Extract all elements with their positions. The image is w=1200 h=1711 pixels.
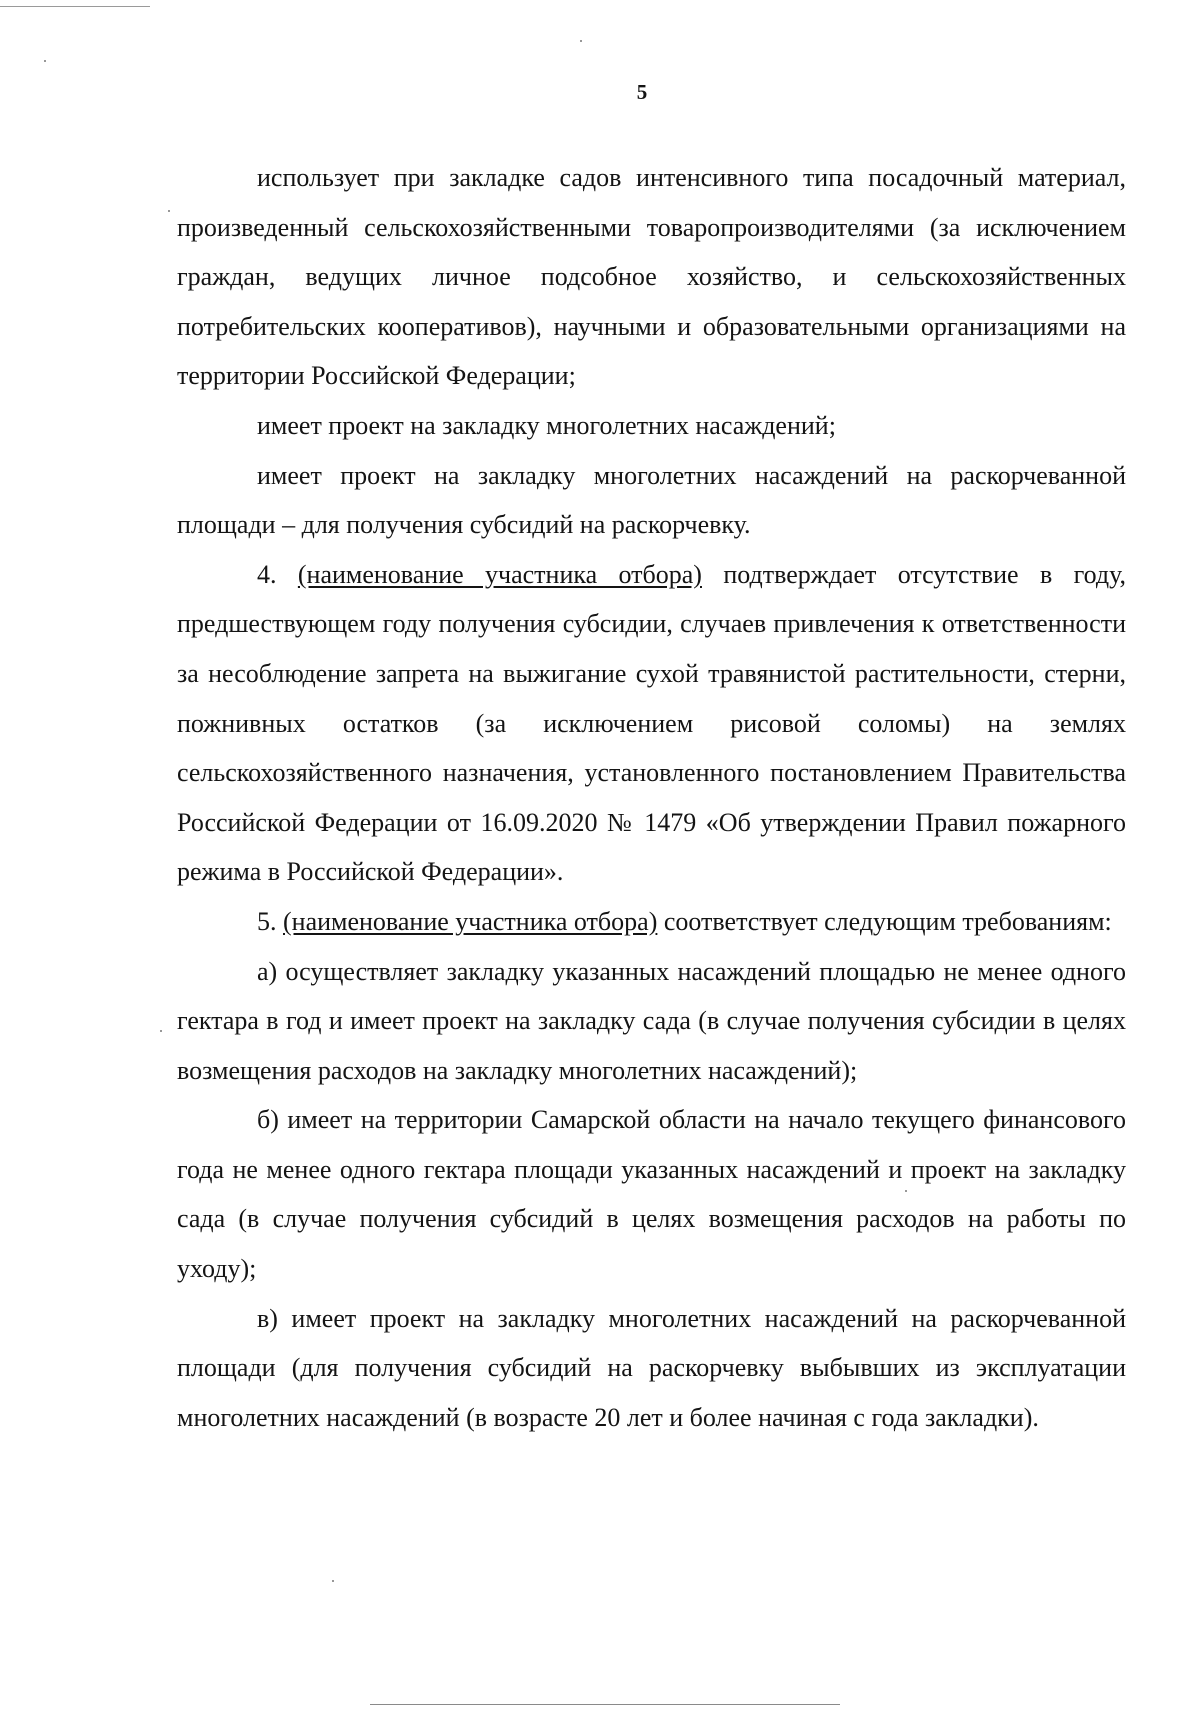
paragraph [177,451,1126,550]
scan-speck [160,1030,162,1032]
paragraph-lead: 5. [257,906,283,936]
paragraph-text: в) имеет проект на закладку многолетних насаждений на раскорчеванной площади (для получения субсидий на раскорчевку выбывших из эксплуатации многолетних насаждений (в возрасте 20 лет и более начиная с года закладки). [177,1303,1126,1432]
participant-name-placeholder: (наименование участника отбора) [283,906,658,936]
paragraph [177,401,1126,451]
paragraph-item-5 [177,897,1126,947]
paragraph-subitem-v [177,1294,1126,1443]
paragraph-text: соответствует следующим требованиям: [657,906,1112,936]
scan-speck [905,1190,907,1192]
scan-edge-bottom [370,1704,840,1705]
paragraph-subitem-a [177,947,1126,1096]
paragraph-text: имеет проект на закладку многолетних насаждений; [257,410,836,440]
paragraph-item-4 [177,550,1126,897]
participant-name-placeholder: (наименование участника отбора) [297,559,702,589]
paragraph [177,153,1126,401]
scan-edge-top [0,6,150,7]
paragraph-text: использует при закладке садов интенсивного типа посадочный материал, произведенный сельскохозяйственными товаропроизводителями (за исключением граждан, ведущих личное подсобное хозяйство, и сельскохозяйственных потребительских кооперативов), научными и образовательными организациями на территории Российской Федерации; [177,163,1126,391]
paragraph-text: имеет проект на закладку многолетних насаждений на раскорчеванной площади – для получения субсидий на раскорчевку. [177,460,1126,540]
page-number: 5 [636,80,648,104]
document-body [177,153,1126,1442]
paragraph-lead: 4. [257,559,298,589]
scan-speck [332,1580,334,1582]
scan-speck [168,210,170,212]
paragraph-text: а) осуществляет закладку указанных насаждений площадью не менее одного гектара в год и имеет проект на закладку сада (в случае получения субсидии в целях возмещения расходов на закладку многолетних насаждений); [177,956,1126,1085]
scan-speck [44,60,46,62]
paragraph-subitem-b [177,1095,1126,1293]
paragraph-text: подтверждает отсутствие в году, предшествующем году получения субсидии, случаев привлечения к ответственности за несоблюдение запрета на выжигание сухой травянистой растительности, стерни, пожнивных остатков (за исключением рисовой соломы) на землях сельскохозяйственного назначения, установленного постановлением Правительства Российской Федерации от 16.09.2020 № 1479 «Об утверждении Правил пожарного режима в Российской Федерации». [177,559,1127,887]
scan-speck [580,40,582,42]
paragraph-text: б) имеет на территории Самарской области на начало текущего финансового года не менее одного гектара площади указанных насаждений и проект на закладку сада (в случае получения субсидий в целях возмещения расходов на работы по уходу); [177,1105,1126,1284]
